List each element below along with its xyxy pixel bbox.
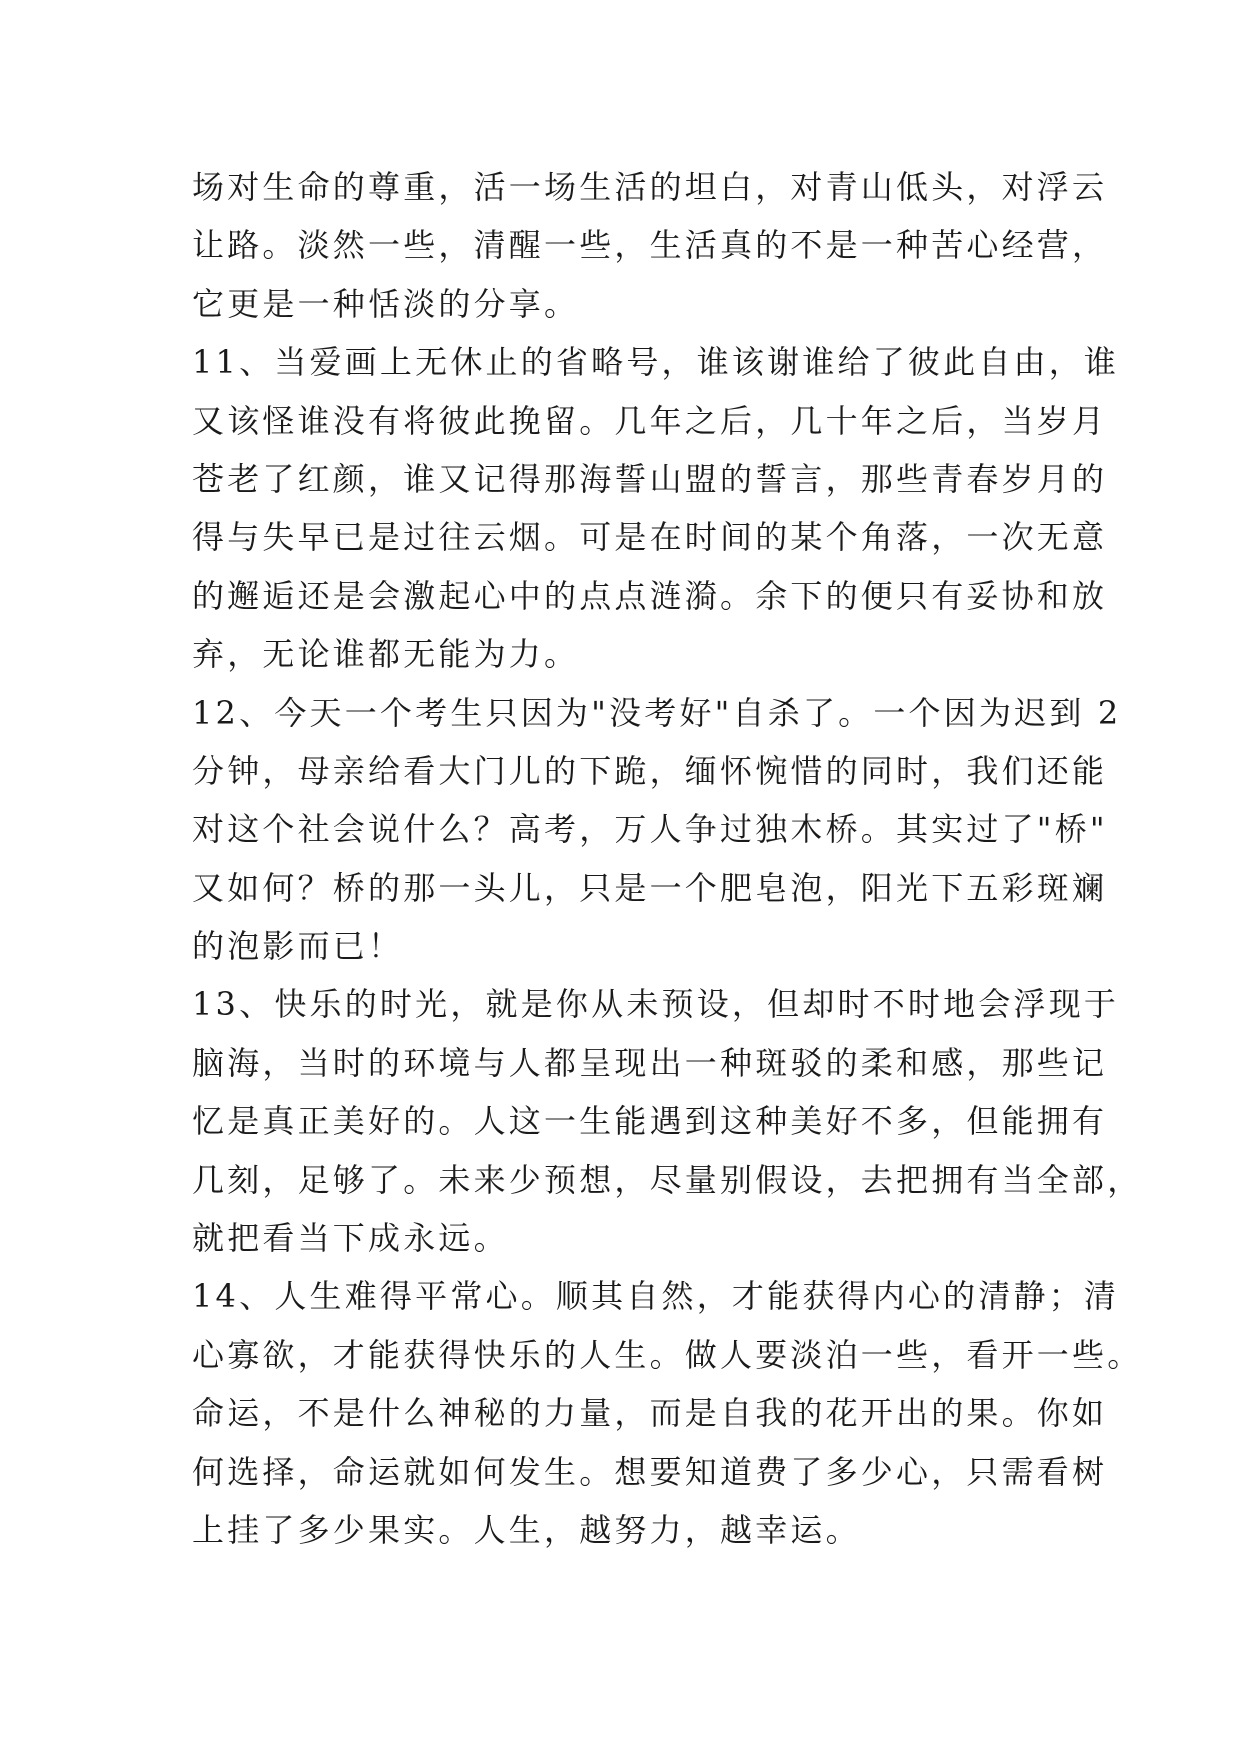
text-line: 11、当爱画上无休止的省略号，谁该谢谁给了彼此自由，谁 — [192, 343, 1120, 382]
text-line: 对这个社会说什么？高考，万人争过独木桥。其实过了"桥" — [192, 810, 1108, 849]
text-line: 得与失早已是过往云烟。可是在时间的某个角落，一次无意 — [192, 518, 1108, 557]
text-line: 苍老了红颜，谁又记得那海誓山盟的誓言，那些青春岁月的 — [192, 459, 1108, 498]
body-text — [192, 158, 1143, 1559]
text-line: 上挂了多少果实。人生，越努力，越幸运。 — [192, 1510, 861, 1549]
text-line: 分钟，母亲给看大门儿的下跪，缅怀惋惜的同时，我们还能 — [192, 751, 1108, 790]
text-line: 就把看当下成永远。 — [192, 1219, 509, 1258]
text-line: 命运，不是什么神秘的力量，而是自我的花开出的果。你如 — [192, 1394, 1108, 1433]
text-line: 几刻，足够了。未来少预想，尽量别假设，去把拥有当全部， — [192, 1160, 1143, 1199]
text-line: 的邂逅还是会激起心中的点点涟漪。余下的便只有妥协和放 — [192, 576, 1108, 615]
text-line: 弃，无论谁都无能为力。 — [192, 635, 580, 674]
text-line: 的泡影而已！ — [192, 927, 404, 966]
text-line: 12、今天一个考生只因为"没考好"自杀了。一个因为迟到 2 — [192, 693, 1122, 732]
text-line: 让路。淡然一些，清醒一些，生活真的不是一种苦心经营， — [192, 226, 1108, 265]
text-line: 忆是真正美好的。人这一生能遇到这种美好不多，但能拥有 — [192, 1102, 1108, 1141]
text-line: 心寡欲，才能获得快乐的人生。做人要淡泊一些，看开一些。 — [192, 1335, 1143, 1374]
text-line: 场对生命的尊重，活一场生活的坦白，对青山低头，对浮云 — [192, 168, 1108, 206]
text-line: 又如何？桥的那一头儿，只是一个肥皂泡，阳光下五彩斑斓 — [192, 868, 1108, 907]
text-line: 脑海，当时的环境与人都呈现出一种斑驳的柔和感，那些记 — [192, 1043, 1108, 1082]
text-line: 14、人生难得平常心。顺其自然，才能获得内心的清静；清 — [192, 1277, 1120, 1316]
text-line: 又该怪谁没有将彼此挽留。几年之后，几十年之后，当岁月 — [192, 401, 1108, 440]
text-line: 它更是一种恬淡的分享。 — [192, 284, 580, 323]
text-line: 13、快乐的时光，就是你从未预设，但却时不时地会浮现于 — [192, 985, 1120, 1024]
text-line: 何选择，命运就如何发生。想要知道费了多少心，只需看树 — [192, 1452, 1108, 1491]
